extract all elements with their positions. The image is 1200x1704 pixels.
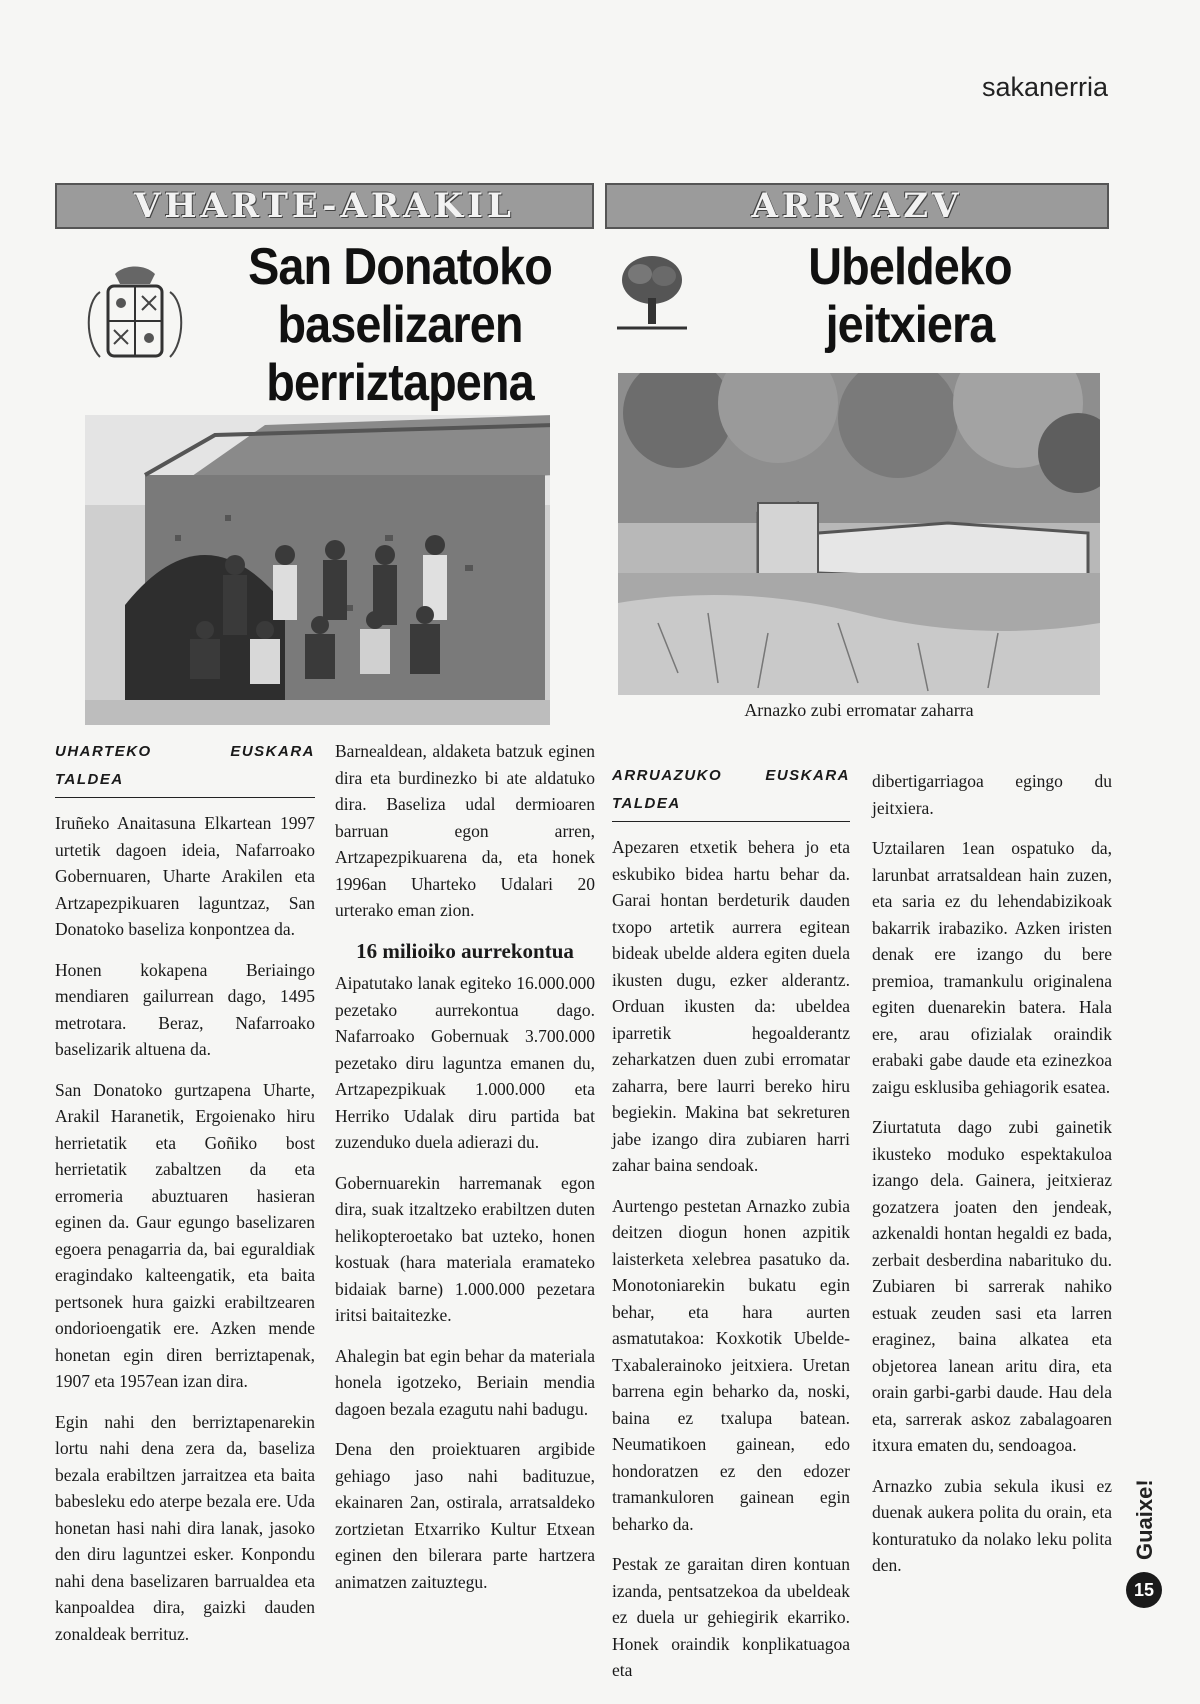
subheading: 16 milioiko aurrekontua — [356, 938, 574, 963]
author-byline-right: ARRUAZUKO EUSKARA TALDEA — [612, 762, 850, 822]
paragraph: Uztailaren 1ean ospatuko da, larunbat arratsaldean hain zuzen, eta saria ez du lehendabizikoak bakarrik irabaziko. Azken iristen denak ere izango du bere premioa, tramankulu originalena egiten duenarekin batera. Hala ere, arau ofizialak oraindik erabaki gabe daude eta ezinezkoa zaigu esklusiba gehiagorik esatea. — [872, 838, 1112, 1097]
article-right-column-2 — [872, 768, 1112, 1593]
paragraph: San Donatoko gurtzapena Uharte, Arakil Haranetik, Ergoienako hiru herrietatik eta Goñiko bost herrietatik zabaltzen da eta erromeria abuztuaren hasieran eginen da. Gaur egungo baselizaren egoera penagarria da, bai eguraldiak eragindako kalteengatik, eta baita pertsonek hura gaizki erabiltzearen ondorioengatik ere. Azken mende honetan egin diren berriztapenak, 1907 eta 1957ean izan dira. — [55, 1079, 315, 1391]
author-byline-left: UHARTEKO EUSKARA TALDEA — [55, 738, 315, 798]
headline-left: San Donatoko baselizaren berriztapena — [248, 238, 552, 412]
paragraph: dibertigarriagoa egingo du jeitxiera. — [872, 771, 1112, 818]
paragraph: Dena den proiektuaren argibide gehiago jaso nahi badituzue, ekainaren 2an, ostirala, arratsaldeko zortzietan Etxarriko Kultur Etxean eginen den bilerara parte hartzera animatzen zaituztegu. — [335, 1439, 595, 1592]
magazine-name: Guaixe! — [1132, 1479, 1157, 1560]
paragraph: Aipatutako lanak egiteko 16.000.000 pezetako aurrekontua dago. Nafarroako Gobernuak 3.700.000 pezetako diru laguntza emanen du, Artzapezpikuak 1.000.000 eta Herriko Udalak diru partida bat zuzenduko duela adierazi du. — [335, 973, 595, 1152]
paragraph: Barnealdean, aldaketa batzuk eginen dira eta burdinezko bi ate aldatuko dira. Baseliza udal dermioaren barruan egon arren, Artzapezpikuarena da, eta honek 1996an Uharteko Udalari 20 urterako eman zion. — [335, 741, 595, 920]
paragraph: Apezaren etxetik behera jo eta eskubiko bidea hartu behar da. Garai hontan berdeturik dauden txopo artetik aurrera egitean bideak ubelde aldera egiten duela ikusten dugu, ezker alderantz. Orduan ikusten da: ubeldea iparretik hegoalderantz zeharkatzen duen zubi erromatar zaharra, bere laurri bereko hiru begiekin. Makina bat sekreturen jabe izango dira zubiaren harri zahar baina sendoak. — [612, 837, 850, 1175]
magazine-logo — [1128, 1440, 1158, 1560]
photo-caption: Arnazko zubi erromatar zaharra — [744, 700, 974, 720]
paragraph: Aurtengo pestetan Arnazko zubia deitzen diogun honen azpitik laisterketa xelebrea pasatuko da. Monotoniarekin bukatu egin behar, eta hara aurten asmatutakoa: Koxkotik Ubelde-Txabalerainoko jeitxiera. Uretan barrena egin beharko da, noski, baina ez txalupa batean. Neumatikoen gainean, edo hondoratzen ez den edozer tramankuloren gainean egin beharko da. — [612, 1195, 850, 1534]
location-banner-right: ARRVAZV — [605, 183, 1109, 229]
page-number: 15 — [1126, 1572, 1162, 1608]
paragraph: Arnazko zubia sekula ikusi ez duenak aukera polita du orain, eta konturatuko da nolako leku polita den. — [872, 1475, 1112, 1575]
roman-bridge-photo — [618, 373, 1100, 695]
paragraph: Ziurtatuta dago zubi gainetik ikusteko moduko espektakuloa izango dela. Gainera, jeitxieraz gozatzera joaten den jendeak, azkenaldi hontan hegaldi ez bada, zerbait desberdina nabarituko du. Zubiaren bi sarrerak nahiko estuak zeuden sasi eta larren eraginez, baina alkatea eta objetorea lanean aritu dira, eta orain garbi-garbi daude. Hau dela eta, sarrerak askoz zabalagoaren itxura ematen du, sendoagoa. — [872, 1117, 1112, 1455]
paragraph: Pestak ze garaitan diren kontuan izanda, pentsatzekoa da ubeldeak ez duela ur gehiegirik ekarriko. Honek oraindik konplikatuagoa eta — [612, 1554, 850, 1680]
headline-right: Ubeldeko jeitxiera — [808, 238, 1012, 354]
chapel-group-photo — [85, 415, 550, 725]
paragraph: Ahalegin bat egin behar da materiala honela igotzeko, Beriain mendia dagoen bezala ezagutu nahi badugu. — [335, 1345, 595, 1419]
article-left-column-2 — [335, 738, 595, 1609]
paragraph: Honen kokapena Beriaingo mendiaren gailurrean dago, 1495 metrotara. Beraz, Nafarroako baselizarik altuena da. — [55, 959, 315, 1059]
coat-of-arms-icon — [80, 262, 190, 370]
article-right-column-1 — [612, 762, 850, 1698]
section-title: sakanerria — [981, 72, 1108, 102]
tree-icon — [612, 252, 692, 337]
paragraph: Egin nahi den berriztapenarekin lortu nahi dena zera da, baseliza bezala erabiltzen jarraitzea eta baita babesleku edo aterpe bezala ere. Uda honetan hasi nahi dira lanak, jasoko den diru laguntzei esker. Konpondu nahi dena baselizaren barrualdea eta kanpoaldea dira, gaizki dauden zonaldeak berrituz. — [55, 1411, 315, 1644]
paragraph: Gobernuarekin harremanak egon dira, suak itzaltzeko erabiltzen duten helikopteroetako bat uzteko, honen kostuak (hara materiala eramateko bidaiak barne) 1.000.000 pezetara iritsi baitaitezke. — [335, 1172, 595, 1325]
paragraph: Iruñeko Anaitasuna Elkartean 1997 urtetik dagoen ideia, Nafarroako Gobernuaren, Uharte Arakilen eta Artzapezpikuaren laguntzaz, San Donatoko baseliza konpontzea da. — [55, 813, 315, 939]
location-banner-left: VHARTE-ARAKIL — [55, 183, 594, 229]
article-left-column-1 — [55, 738, 315, 1661]
